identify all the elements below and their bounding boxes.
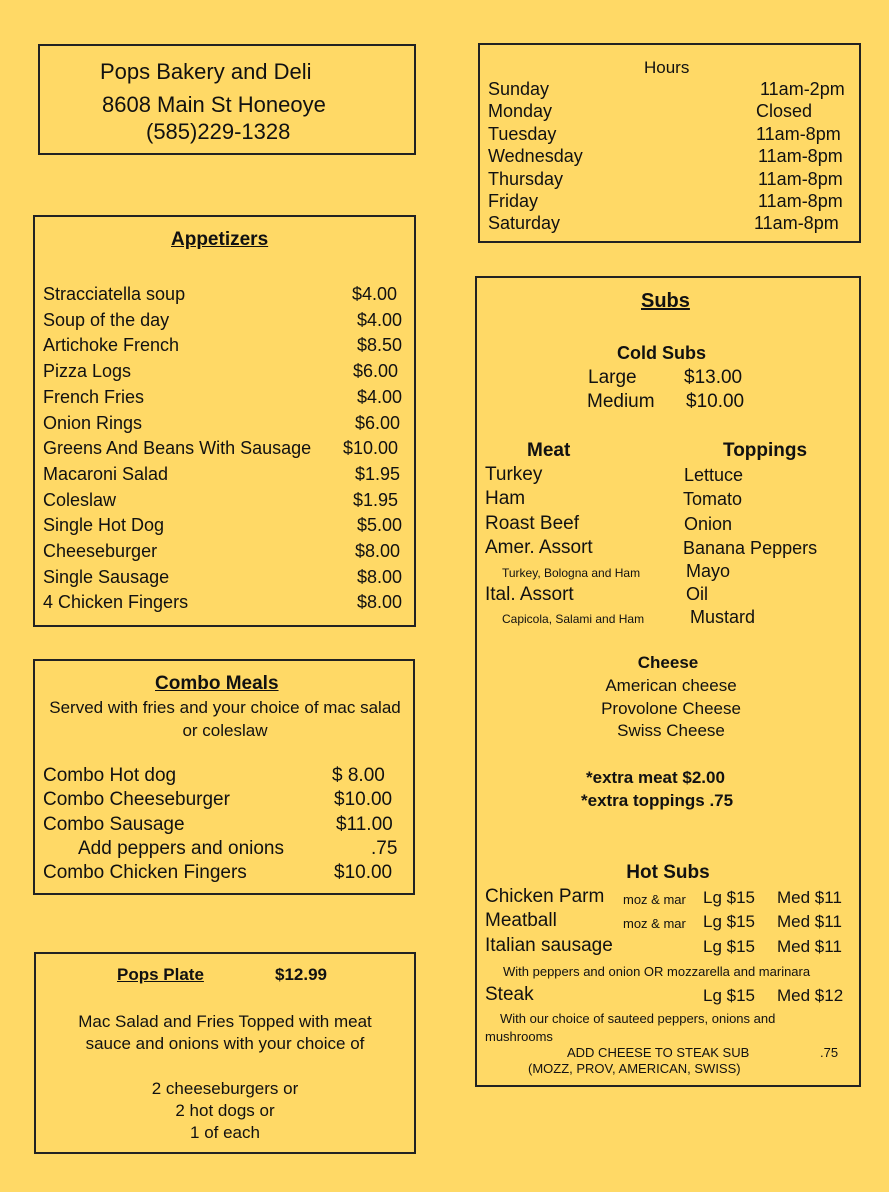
combo-name: Combo Chicken Fingers bbox=[43, 862, 247, 883]
size-large: Large bbox=[588, 367, 637, 388]
combo-name: Add peppers and onions bbox=[78, 838, 284, 859]
appetizer-name: Single Hot Dog bbox=[43, 515, 165, 536]
topping-item: Banana Peppers bbox=[683, 538, 818, 558]
appetizer-name: Single Sausage bbox=[43, 566, 170, 587]
cheese-item: Provolone Cheese bbox=[601, 699, 741, 718]
appetizer-price: $8.00 bbox=[355, 541, 401, 561]
appetizer-name: Greens And Beans With Sausage bbox=[43, 438, 312, 459]
meat-item: Ham bbox=[485, 488, 526, 509]
combo-title: Combo Meals bbox=[155, 673, 279, 694]
appetizer-price: $6.00 bbox=[353, 361, 399, 382]
hours-day: Saturday bbox=[488, 213, 561, 233]
plate-desc-2: sauce and onions with your choice of bbox=[85, 1034, 365, 1053]
plate-choice-2: 2 hot dogs or bbox=[175, 1101, 275, 1120]
plate-choice-3: 1 of each bbox=[190, 1123, 260, 1142]
appetizer-price: $6.00 bbox=[355, 412, 401, 433]
combo-price: .75 bbox=[371, 838, 398, 859]
topping-item: Onion bbox=[684, 514, 733, 534]
plate-title: Pops Plate bbox=[117, 965, 204, 984]
cheese-options: (MOZZ, PROV, AMERICAN, SWISS) bbox=[528, 1061, 741, 1076]
appetizer-price: $4.00 bbox=[357, 309, 403, 330]
appetizer-name: French Fries bbox=[43, 386, 145, 407]
hot-sub-med: Med $11 bbox=[777, 888, 842, 907]
hot-sub-lg: Lg $15 bbox=[703, 937, 755, 956]
combo-name: Combo Sausage bbox=[43, 814, 185, 835]
cheese-item: American cheese bbox=[605, 676, 737, 695]
plate-price: $12.99 bbox=[275, 965, 327, 984]
hot-sub-note: moz & mar bbox=[623, 892, 686, 907]
appetizer-price: $5.00 bbox=[357, 515, 403, 536]
hot-sub-lg: Lg $15 bbox=[703, 912, 755, 931]
hours-time: 11am-2pm bbox=[760, 79, 845, 99]
hours-title: Hours bbox=[644, 58, 690, 77]
combo-name: Combo Cheeseburger bbox=[43, 789, 230, 810]
meat-item: Turkey bbox=[485, 464, 543, 485]
appetizer-name: Artichoke French bbox=[43, 335, 180, 356]
combo-box bbox=[33, 659, 415, 895]
appetizer-name: 4 Chicken Fingers bbox=[43, 592, 189, 613]
hot-subs-title: Hot Subs bbox=[626, 862, 710, 883]
appetizer-name: Macaroni Salad bbox=[43, 463, 169, 484]
hot-sub-name: Italian sausage bbox=[485, 935, 613, 956]
restaurant-name: Pops Bakery and Deli bbox=[100, 59, 312, 84]
appetizer-name: Coleslaw bbox=[43, 489, 117, 510]
extra-meat: *extra meat $2.00 bbox=[586, 768, 725, 787]
appetizer-price: $8.50 bbox=[357, 335, 403, 356]
hot-sub-name: Chicken Parm bbox=[485, 886, 605, 907]
combo-name: Combo Hot dog bbox=[43, 765, 177, 786]
plate-desc-1: Mac Salad and Fries Topped with meat bbox=[78, 1012, 372, 1031]
appetizer-name: Stracciatella soup bbox=[43, 284, 186, 304]
hours-day: Wednesday bbox=[488, 146, 583, 166]
subs-box bbox=[475, 276, 861, 1087]
restaurant-phone: (585)229-1328 bbox=[146, 119, 291, 144]
appetizer-price: $4.00 bbox=[352, 284, 398, 304]
add-cheese: ADD CHEESE TO STEAK SUB bbox=[567, 1045, 750, 1060]
topping-item: Mustard bbox=[690, 607, 756, 627]
steak-note-2: mushrooms bbox=[485, 1029, 553, 1044]
combo-price: $ 8.00 bbox=[332, 765, 385, 786]
hours-time: 11am-8pm bbox=[754, 213, 839, 233]
meat-header: Meat bbox=[527, 440, 571, 461]
steak-note-1: With our choice of sauteed peppers, onions and bbox=[500, 1011, 776, 1026]
combo-price: $10.00 bbox=[334, 862, 393, 883]
appetizer-price: $8.00 bbox=[357, 566, 403, 587]
steak-lg: Lg $15 bbox=[703, 986, 755, 1005]
topping-item: Oil bbox=[686, 584, 708, 604]
combo-price: $11.00 bbox=[336, 814, 393, 835]
hot-sub-note: moz & mar bbox=[623, 916, 686, 931]
meat-sub-note: Capicola, Salami and Ham bbox=[502, 612, 645, 626]
appetizer-price: $1.95 bbox=[353, 489, 399, 510]
cheese-item: Swiss Cheese bbox=[617, 721, 725, 740]
cold-subs-title: Cold Subs bbox=[617, 343, 706, 363]
appetizer-price: $10.00 bbox=[343, 438, 399, 459]
steak-name: Steak bbox=[485, 984, 534, 1005]
hours-time: 11am-8pm bbox=[758, 169, 843, 189]
extra-toppings: *extra toppings .75 bbox=[581, 791, 734, 810]
hours-day: Tuesday bbox=[488, 124, 557, 144]
appetizers-title: Appetizers bbox=[171, 229, 269, 250]
appetizer-price: $4.00 bbox=[357, 386, 403, 407]
toppings-header: Toppings bbox=[723, 440, 808, 461]
combo-description: Served with fries and your choice of mac salad or coleslaw bbox=[49, 698, 401, 740]
hours-box bbox=[478, 43, 861, 243]
sausage-note: With peppers and onion OR mozzarella and marinara bbox=[503, 964, 811, 979]
hours-time: 11am-8pm bbox=[758, 191, 843, 211]
hours-time: 11am-8pm bbox=[756, 124, 841, 144]
appetizer-name: Soup of the day bbox=[43, 309, 170, 330]
hours-time: 11am-8pm bbox=[758, 146, 843, 166]
appetizer-price: $1.95 bbox=[355, 463, 401, 484]
hours-day: Thursday bbox=[488, 169, 564, 189]
steak-med: Med $12 bbox=[777, 986, 844, 1005]
topping-item: Tomato bbox=[683, 489, 743, 509]
topping-item: Lettuce bbox=[684, 465, 744, 485]
subs-title: Subs bbox=[641, 290, 690, 312]
appetizers-box bbox=[33, 215, 416, 627]
hot-sub-lg: Lg $15 bbox=[703, 888, 755, 907]
price-medium: $10.00 bbox=[686, 391, 745, 412]
size-medium: Medium bbox=[587, 391, 655, 412]
hot-sub-med: Med $11 bbox=[777, 912, 842, 931]
plate-box bbox=[34, 952, 416, 1154]
cheese-title: Cheese bbox=[637, 653, 699, 672]
appetizer-name: Onion Rings bbox=[43, 412, 143, 433]
price-large: $13.00 bbox=[684, 367, 743, 388]
hours-day: Sunday bbox=[488, 79, 550, 99]
add-cheese-price: .75 bbox=[820, 1045, 839, 1060]
header-box bbox=[38, 44, 416, 155]
meat-item: Amer. Assort bbox=[485, 537, 593, 558]
appetizer-name: Pizza Logs bbox=[43, 361, 132, 382]
topping-item: Mayo bbox=[686, 561, 731, 581]
plate-choice-1: 2 cheeseburgers or bbox=[151, 1079, 299, 1098]
appetizer-price: $8.00 bbox=[357, 592, 403, 613]
meat-item: Ital. Assort bbox=[485, 584, 574, 605]
hot-sub-name: Meatball bbox=[485, 910, 557, 931]
appetizer-name: Cheeseburger bbox=[43, 541, 158, 561]
meat-sub-note: Turkey, Bologna and Ham bbox=[502, 566, 641, 580]
meat-item: Roast Beef bbox=[485, 513, 579, 534]
restaurant-address: 8608 Main St Honeoye bbox=[102, 92, 326, 117]
hours-time: Closed bbox=[756, 101, 813, 121]
hours-day: Monday bbox=[488, 101, 553, 121]
combo-price: $10.00 bbox=[334, 789, 393, 810]
hours-day: Friday bbox=[488, 191, 539, 211]
hot-sub-med: Med $11 bbox=[777, 937, 842, 956]
